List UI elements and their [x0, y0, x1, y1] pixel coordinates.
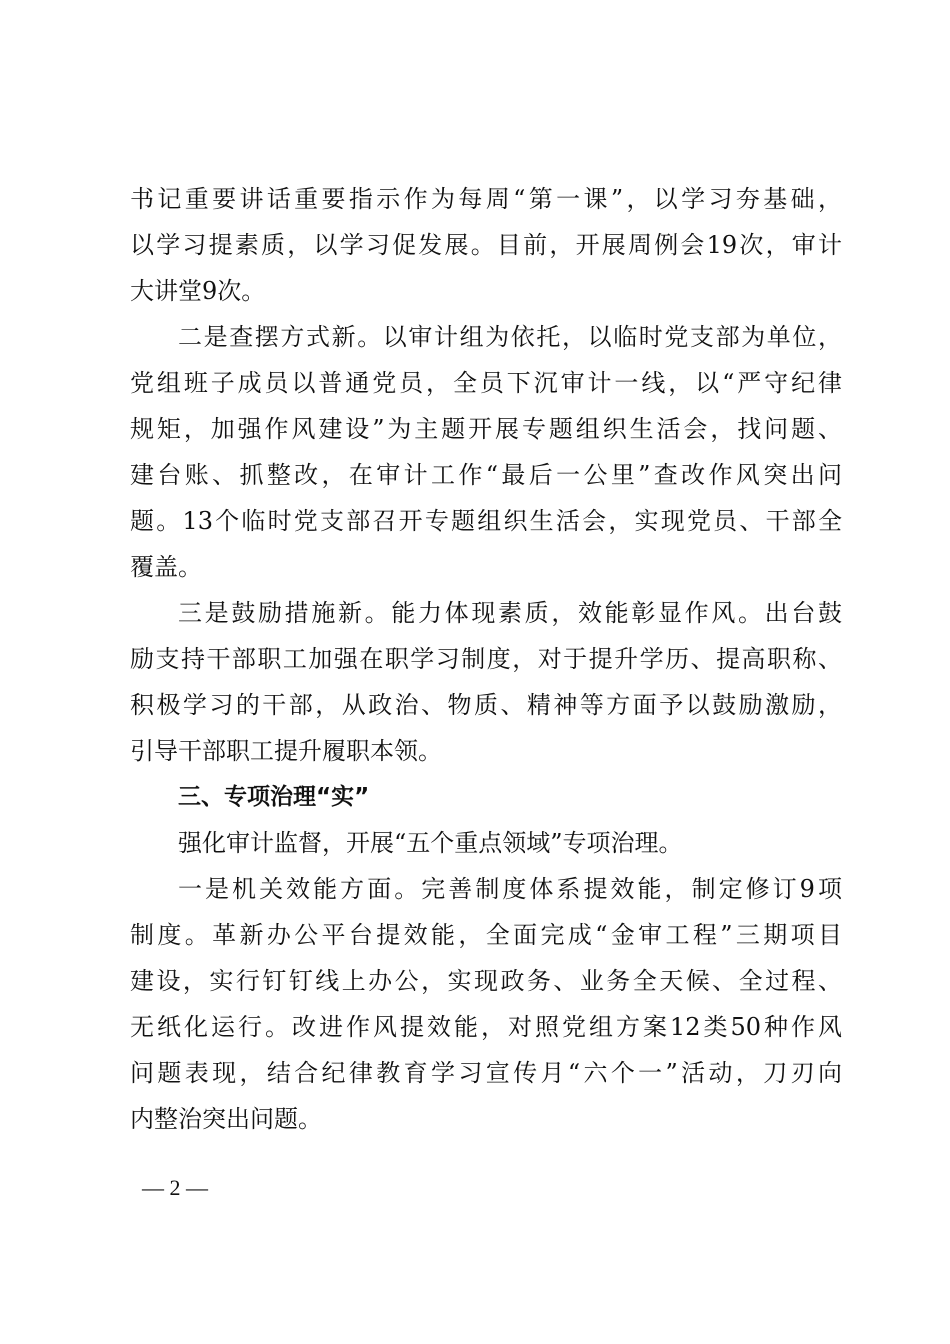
page-number: — 2 — — [142, 1175, 208, 1200]
text-line: 强化审计监督，开展“五个重点领域”专项治理。 — [178, 829, 683, 857]
paragraph — [130, 176, 842, 314]
text-line: 二是查摆方式新。以审计组为依托，以临时党支部为单位， — [178, 323, 842, 351]
paragraph — [130, 314, 842, 590]
text-line: 励支持干部职工加强在职学习制度，对于提升学历、提高职称、 — [130, 645, 842, 673]
text-line: 内整治突出问题。 — [130, 1105, 322, 1133]
text-line: 无纸化运行。改进作风提效能，对照党组方案12类50种作风 — [130, 1013, 842, 1041]
text-line: 书记重要讲话重要指示作为每周“第一课”，以学习夯基础， — [130, 185, 842, 213]
paragraph — [130, 590, 842, 774]
text-line: 建台账、抓整改，在审计工作“最后一公里”查改作风突出问 — [130, 461, 842, 489]
text-line: 三是鼓励措施新。能力体现素质，效能彰显作风。出台鼓 — [178, 599, 842, 627]
text-line: 大讲堂9次。 — [130, 277, 266, 305]
heading-text: 三、专项治理“实” — [178, 784, 370, 810]
text-line: 一是机关效能方面。完善制度体系提效能，制定修订9项 — [178, 875, 842, 903]
paragraph — [130, 866, 842, 1142]
text-line: 以学习提素质，以学习促发展。目前，开展周例会19次，审计 — [130, 231, 842, 259]
text-line: 建设，实行钉钉线上办公，实现政务、业务全天候、全过程、 — [130, 967, 842, 995]
text-line: 制度。革新办公平台提效能，全面完成“金审工程”三期项目 — [130, 921, 842, 949]
document-body — [130, 176, 842, 1142]
text-line: 党组班子成员以普通党员，全员下沉审计一线，以“严守纪律 — [130, 369, 842, 397]
text-line: 引导干部职工提升履职本领。 — [130, 737, 442, 765]
text-line: 规矩，加强作风建设”为主题开展专题组织生活会，找问题、 — [130, 415, 842, 443]
text-line: 问题表现，结合纪律教育学习宣传月“六个一”活动，刀刃向 — [130, 1059, 842, 1087]
text-line: 覆盖。 — [130, 553, 202, 581]
paragraph — [130, 820, 842, 866]
text-line: 积极学习的干部，从政治、物质、精神等方面予以鼓励激励， — [130, 691, 842, 719]
section-heading — [130, 774, 842, 820]
text-line: 题。13个临时党支部召开专题组织生活会，实现党员、干部全 — [130, 507, 842, 535]
